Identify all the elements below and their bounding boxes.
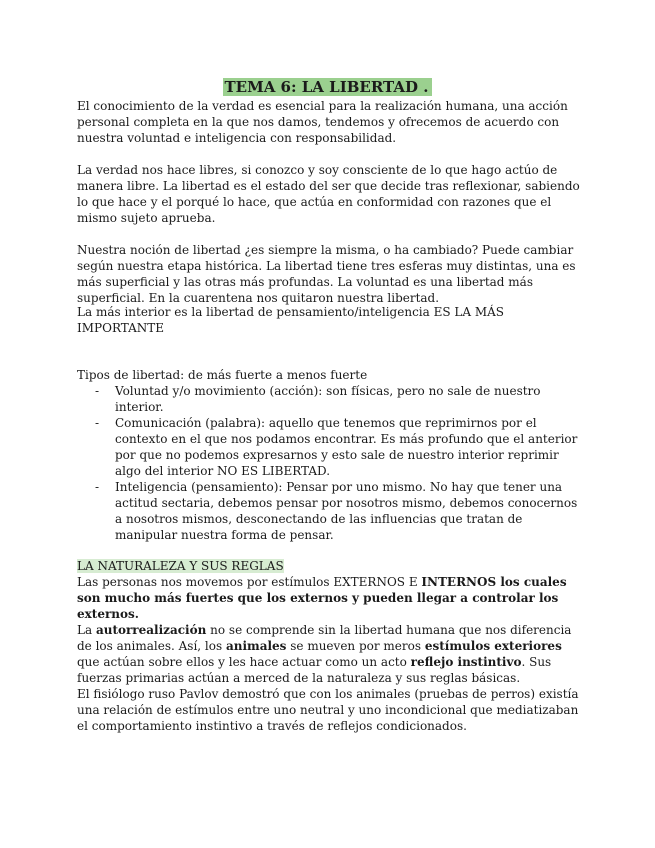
section-heading-text: LA NATURALEZA Y SUS REGLAS: [77, 559, 284, 573]
bold-term: animales: [225, 639, 287, 653]
paragraph-intro: El conocimiento de la verdad es esencial para la realización humana, una acción personal completa en la que nos damos, tendemos y ofrecemos de acuerdo con nuestra voluntad e inteligencia con responsabilidad.: [77, 99, 568, 145]
bullet-dash: -: [95, 384, 100, 398]
types-intro: Tipos de libertad: de más fuerte a menos fuerte: [77, 368, 368, 382]
paragraph-pavlov: El fisiólogo ruso Pavlov demostró que con los animales (pruebas de perros) existía una relación de estímulos entre uno neutral y uno incondicional que mediatizaban el comportamiento instintivo a través de reflejos condicionados.: [77, 687, 579, 733]
section-heading: [77, 558, 284, 574]
text-run: no se comprende sin la libertad humana que nos diferencia de los animales. Así, los: [77, 623, 572, 653]
list-item: [95, 415, 583, 479]
list-item-text: Inteligencia (pensamiento): Pensar por uno mismo. No hay que tener una actitud sectaria, debemos pensar por nosotros mismo, debemos conocernos a nosotros mismos, desconectando de las influencias que tratan de manipular nuestra forma de pensar.: [115, 480, 578, 542]
stimuli-bold-text: INTERNOS los cuales son mucho más fuertes que los externos y pueden llegar a controlar los externos.: [77, 575, 567, 621]
text-run: . Sus fuerzas primarias actúan a merced de la naturaleza y sus reglas básicas.: [77, 655, 552, 685]
list-item-text: Voluntad y/o movimiento (acción): son físicas, pero no sale de nuestro interior.: [115, 384, 541, 414]
paragraph-self-realization: [77, 622, 582, 686]
bold-term: autorrealización: [95, 623, 207, 637]
bold-term: reflejo instintivo: [410, 655, 522, 669]
paragraph-truth: La verdad nos hace libres, si conozco y soy consciente de lo que hago actúo de manera libre. La libertad es el estado del ser que decide tras reflexionar, sabiendo lo que hace y el porqué lo hace, que actúa en conformidad con razones que el mismo sujeto aprueba.: [77, 163, 580, 225]
text-run: que actúan sobre ellos y les hace actuar como un acto: [77, 655, 411, 669]
paragraph-stimuli: [77, 574, 582, 622]
stimuli-text: Las personas nos movemos por estímulos EXTERNOS E: [77, 575, 422, 589]
paragraph-notion: Nuestra noción de libertad ¿es siempre la misma, o ha cambiado? Puede cambiar según nuestra etapa histórica. La libertad tiene tres esferas muy distintas, una es más superficial y las otras más profundas. La voluntad es una libertad más superficial. En la cuarentena nos quitaron nuestra libertad.: [77, 243, 576, 305]
types-list: [95, 383, 583, 543]
page-title-text: TEMA 6: LA LIBERTAD .: [223, 78, 433, 96]
list-item: [95, 383, 583, 415]
text-run: se mueven por meros: [286, 639, 425, 653]
list-item-text: Comunicación (palabra): aquello que tenemos que reprimirnos por el contexto en el que nos podamos encontrar. Es más profundo que el anterior por que no podemos expresarnos y esto sale de nuestro interior reprimir algo del interior NO ES LIBERTAD.: [115, 416, 578, 478]
bullet-dash: -: [95, 416, 100, 430]
bold-term: estímulos exteriores: [424, 639, 562, 653]
text-run: La: [77, 623, 96, 637]
list-item: [95, 479, 583, 543]
paragraph-interior: La más interior es la libertad de pensamiento/inteligencia ES LA MÁS IMPORTANTE: [77, 305, 505, 335]
page-title: [0, 78, 655, 96]
bullet-dash: -: [95, 480, 100, 494]
